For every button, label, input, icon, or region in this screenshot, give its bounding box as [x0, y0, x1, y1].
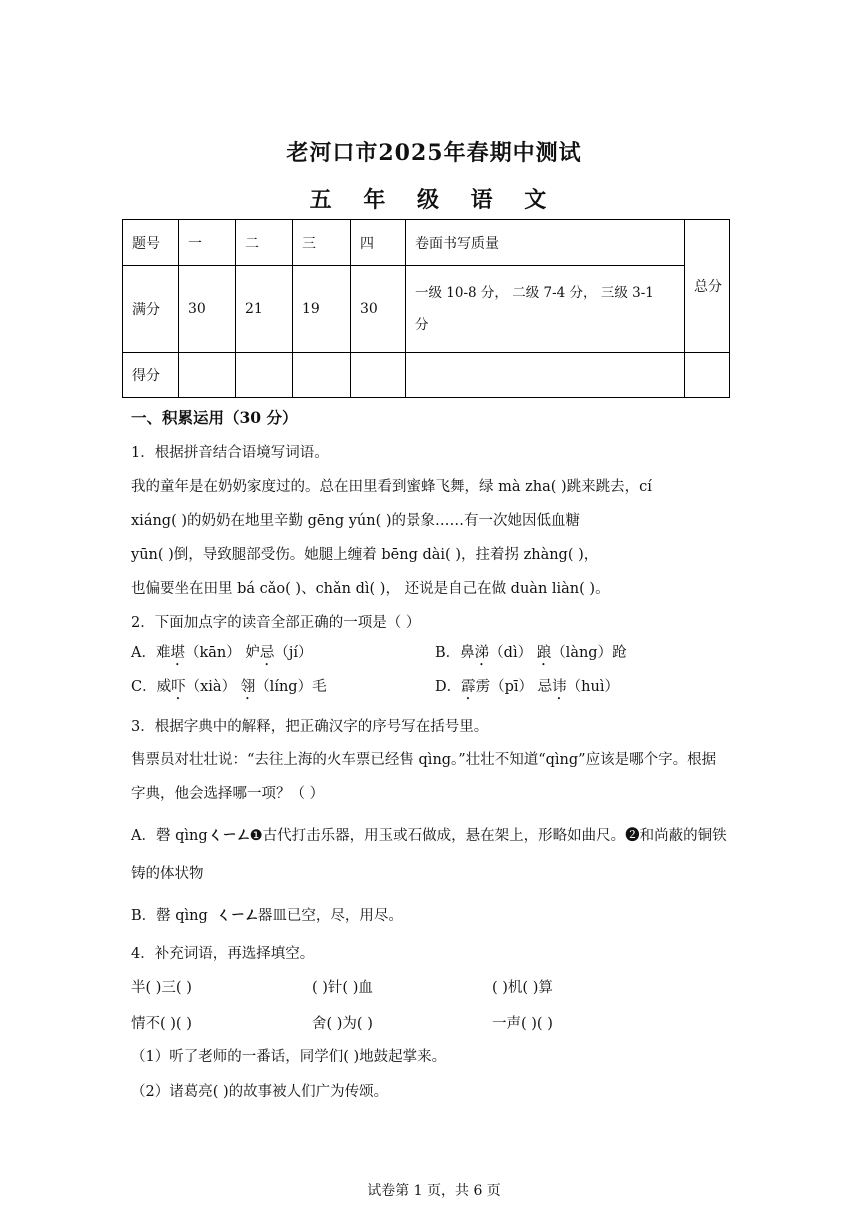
score-cell[interactable] [406, 353, 685, 398]
note-line: 一级 10-8 分， 二级 7-4 分， 三级 3-1 [415, 285, 654, 301]
table-cell: 30 [351, 266, 406, 353]
option-c: C．威吓（xià） 翎（líng）毛 [131, 679, 327, 695]
idiom-blank[interactable]: ( )机( )算 [492, 980, 553, 996]
table-cell: 一 [179, 220, 236, 266]
idiom-blank[interactable]: 情不( )( ) [131, 1016, 192, 1032]
idiom-blank[interactable]: 一声( )( ) [492, 1016, 553, 1032]
option-a-continued: 铸的体状物 [131, 866, 204, 882]
table-cell: 卷面书写质量 [406, 220, 685, 266]
question-1-line: 我的童年是在奶奶家度过的。总在田里看到蜜蜂飞舞，绿 mà zha( )跳来跳去，cí [131, 479, 652, 495]
exam-title: 老河口市2025年春期中测试 [286, 140, 582, 166]
question-3-line: 字典，他会选择哪一项？（ ） [131, 786, 325, 802]
question-1-line: xiáng( )的奶奶在地里辛勤 gēng yún( )的景象……有一次她因低血糖 [131, 513, 580, 529]
option-b: B．罄 qìng ㄑㄧㄥ器皿已空，尽，用尽。 [131, 902, 403, 925]
score-cell[interactable] [236, 353, 293, 398]
option-a: A．难堪（kān） 妒忌（jí） [131, 645, 313, 661]
exam-subtitle: 五 年 级 语 文 [309, 187, 559, 213]
fill-sentence[interactable]: （1）听了老师的一番话，同学们( )地鼓起掌来。 [131, 1049, 447, 1065]
table-cell: 题号 [123, 220, 179, 266]
table-cell: 30 [179, 266, 236, 353]
question-4-stem: 4．补充词语，再选择填空。 [131, 946, 315, 962]
idiom-blank[interactable]: 舍( )为( ) [312, 1016, 373, 1032]
score-cell[interactable] [179, 353, 236, 398]
table-cell: 21 [236, 266, 293, 353]
score-cell[interactable] [685, 353, 730, 398]
note-line: 分 [415, 317, 429, 333]
score-cell[interactable] [293, 353, 351, 398]
table-cell-total: 总分 [685, 220, 730, 353]
table-row [123, 353, 730, 398]
page-footer: 试卷第 1 页，共 6 页 [367, 1183, 501, 1199]
option-d: D．霹雳（pī） 忌讳（huì） [435, 679, 619, 695]
idiom-blank[interactable]: ( )针( )血 [312, 980, 373, 996]
writing-quality-note [406, 266, 685, 353]
option-b: B．鼻涕（dì） 踉（làng）跄 [435, 645, 627, 661]
question-3-line: 售票员对壮壮说：“去往上海的火车票已经售 qìng。”壮壮不知道“qìng”应该是哪个字。根据 [131, 752, 717, 768]
table-cell: 四 [351, 220, 406, 266]
table-row [123, 220, 730, 266]
question-2-stem: 2．下面加点字的读音全部正确的一项是（ ） [131, 615, 421, 631]
question-1-stem: 1．根据拼音结合语境写词语。 [131, 445, 329, 461]
table-cell: 得分 [123, 353, 179, 398]
question-3-stem: 3．根据字典中的解释，把正确汉字的序号写在括号里。 [131, 719, 489, 735]
idiom-blank[interactable]: 半( )三( ) [131, 980, 192, 996]
table-cell: 19 [293, 266, 351, 353]
question-1-line: yūn( )倒，导致腿部受伤。她腿上缠着 bēng dài( )，拄着拐 zhàng( )， [131, 547, 599, 563]
section-heading: 一、积累运用（30 分） [131, 408, 298, 427]
table-cell: 二 [236, 220, 293, 266]
fill-sentence[interactable]: （2）诸葛亮( )的故事被人们广为传颂。 [131, 1084, 389, 1100]
question-1-line: 也偏要坐在田里 bá cǎo( )、chǎn dì( )， 还说是自己在做 duàn liàn( )。 [131, 581, 610, 597]
option-a: A．磬 qìngㄑㄧㄥ❶古代打击乐器，用玉或石做成，悬在架上，形略如曲尺。❷和尚蔽的铜铁 [131, 822, 727, 845]
zhuyin-glyph: ㄑㄧㄥ [215, 905, 258, 924]
table-cell: 三 [293, 220, 351, 266]
score-cell[interactable] [351, 353, 406, 398]
zhuyin-glyph: ㄑㄧㄥ [207, 825, 250, 844]
table-cell: 满分 [123, 266, 179, 353]
table-row [123, 266, 730, 353]
score-table [122, 219, 730, 398]
